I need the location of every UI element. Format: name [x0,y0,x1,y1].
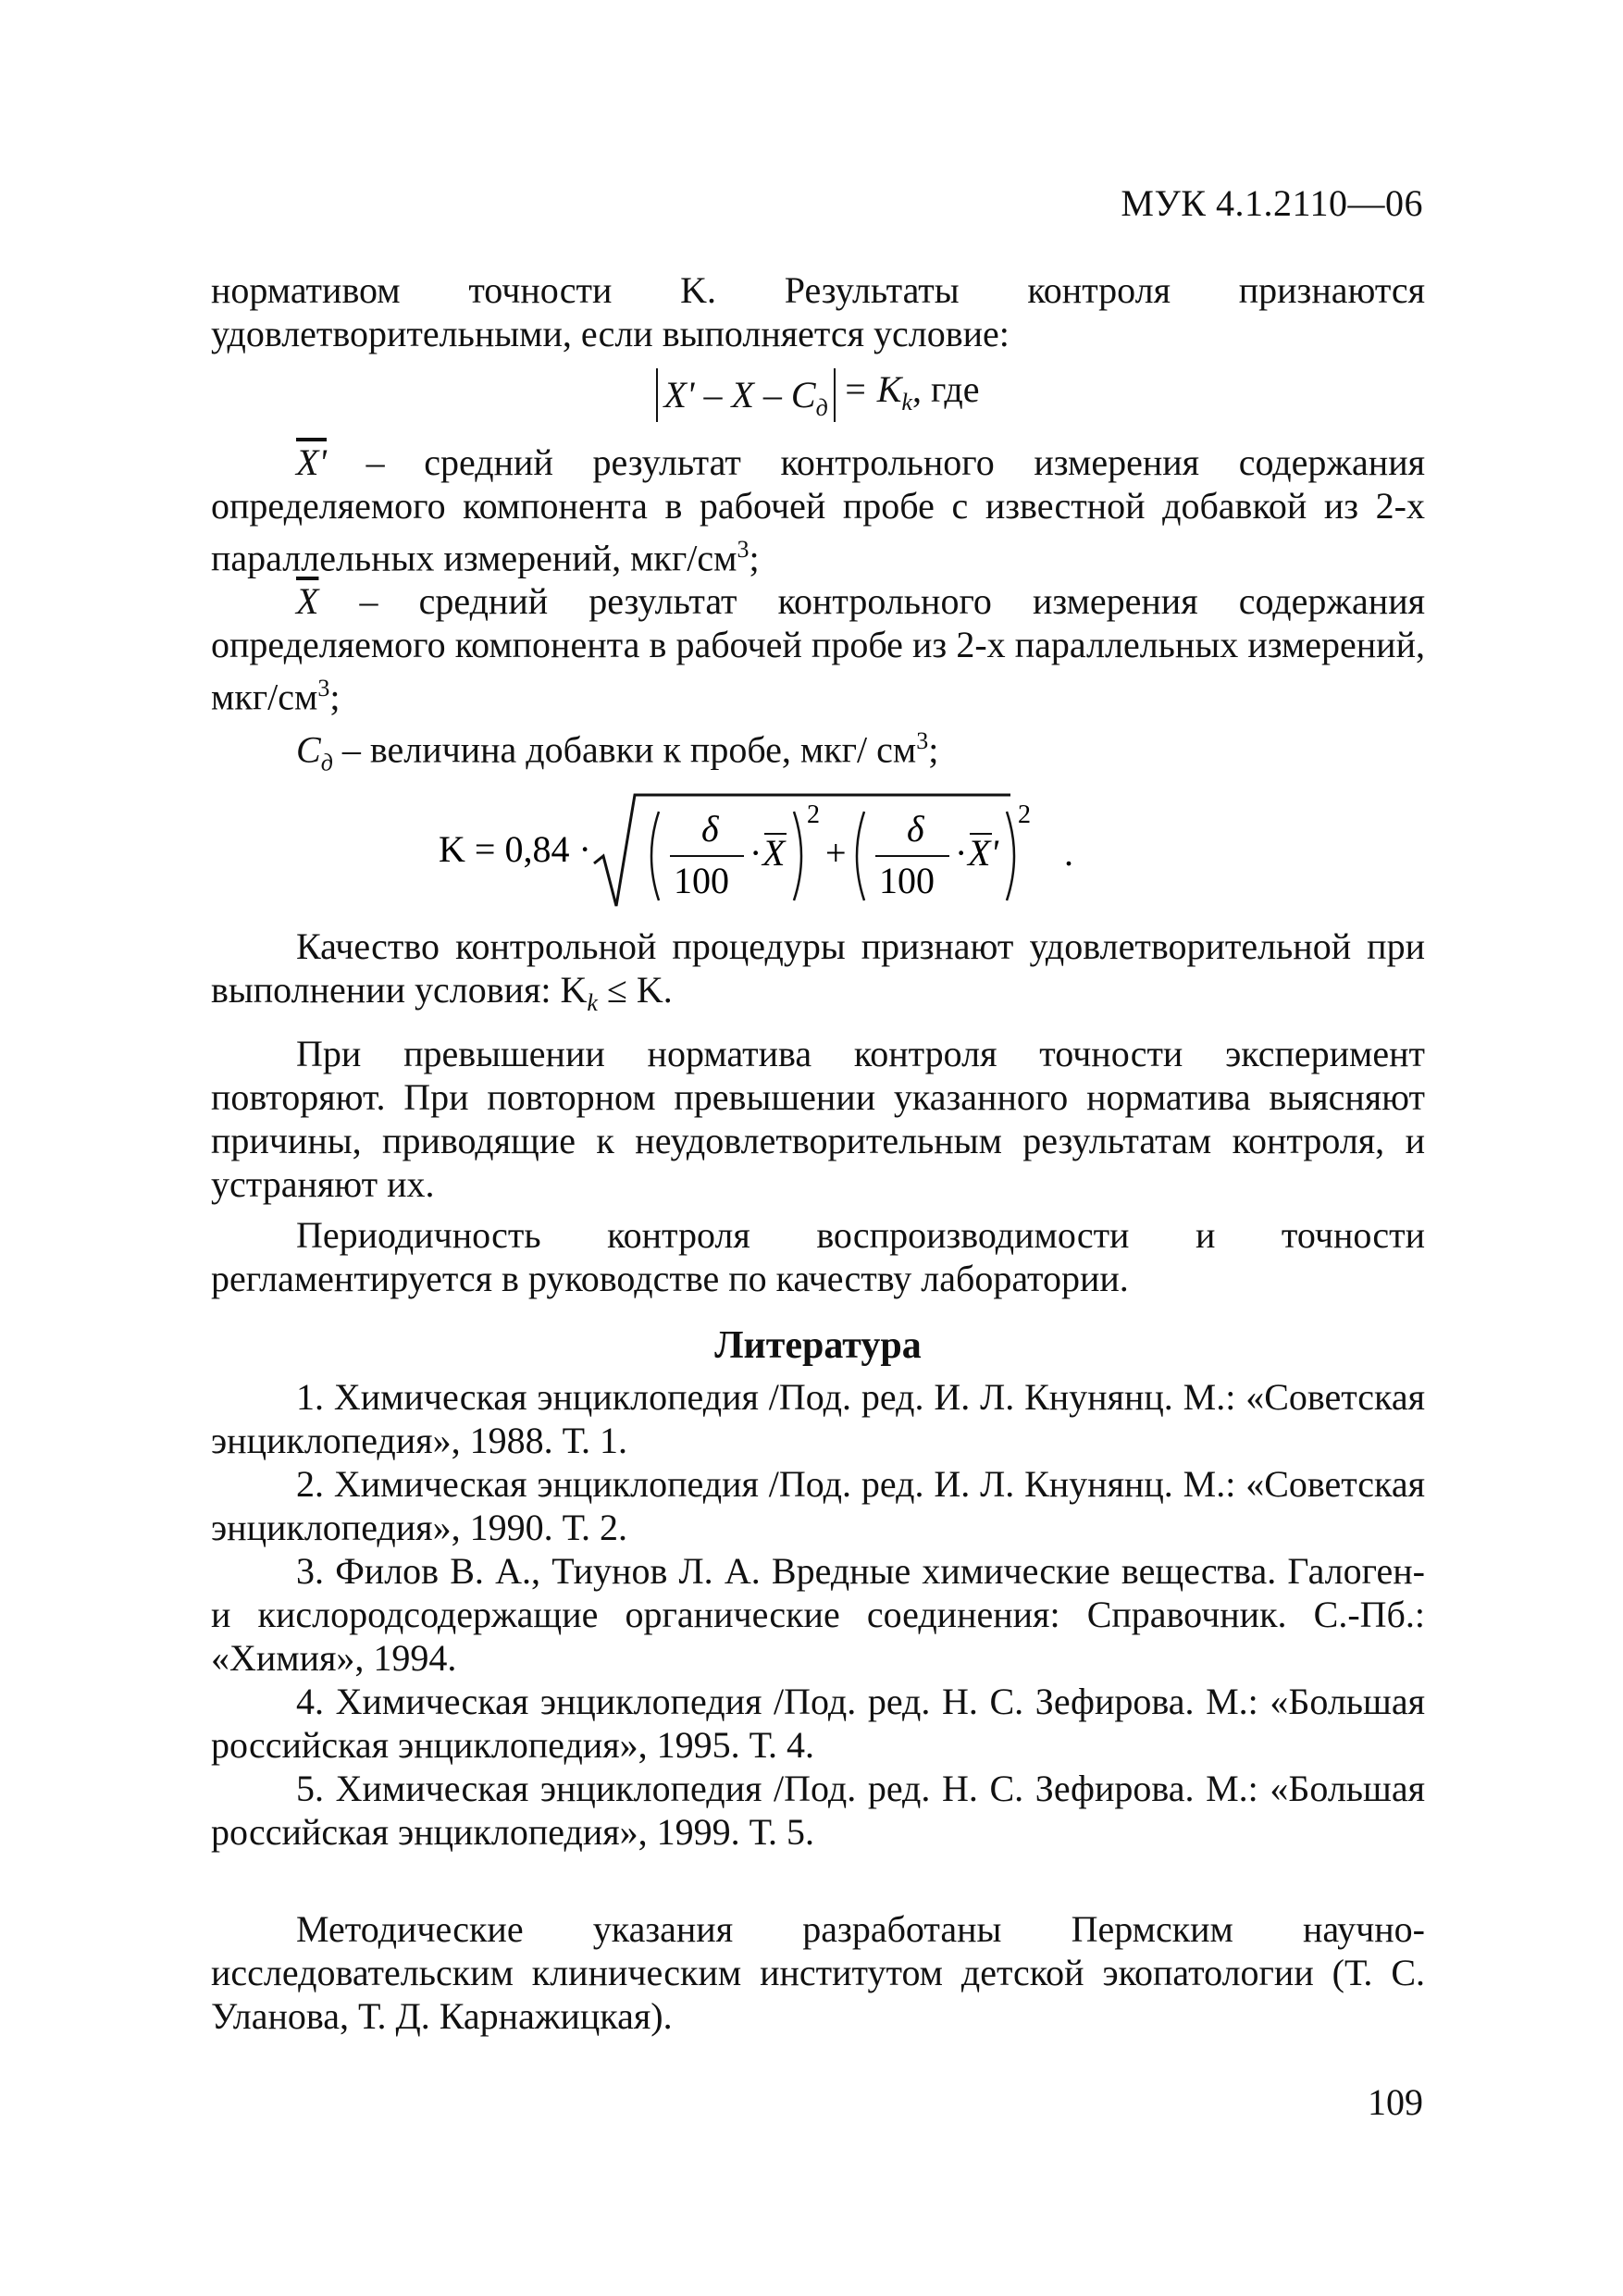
definition-x-text: – средний результат контрольного измерения содержания определяемого компонента в рабочей пробе из 2-х параллельных измерений, мкг/см [211,580,1425,718]
formula-eq: = K [842,367,902,410]
condition-sub-k: k [587,988,598,1016]
dot-2: · [955,831,968,874]
quality-paragraph-text: Качество контрольной процедуры признают удовлетворительной при выполнении условия: K [211,925,1425,1011]
definition-x [211,579,1425,718]
power-2: 2 [1018,800,1031,829]
definition-x-sup: 3 [317,675,330,702]
definition-x-prime-text: – средний результат контрольного измерения содержания определяемого компонента в рабочей пробе с известной добавкой из 2-х параллельных измерений, мкг/см [211,441,1425,579]
power-1: 2 [807,800,820,829]
definition-x-prime-end: ; [749,537,760,579]
formula-k-lhs: K = 0,84 · [439,827,591,870]
condition-rest: ≤ K. [597,968,673,1011]
literature-item: 4. Химическая энциклопедия /Под. ред. Н. С. Зефирова. М.: «Большая российская энциклопедия», 1995. Т. 4. [211,1680,1425,1766]
symbol-x-prime: X' [296,441,327,483]
definition-c-sup: 3 [916,726,929,754]
x-bar-1: X [762,831,786,874]
formula-abs-expression [656,368,835,422]
formula-k [211,786,1425,917]
definition-x-prime-sup: 3 [737,536,750,563]
formula-k-end: . [1064,831,1073,874]
formula-tail: , где [911,367,980,410]
literature-title: Литература [714,1323,922,1367]
literature-item: 2. Химическая энциклопедия /Под. ред. И. Л. Кнунянц. М.: «Советская энциклопедия», 1990. Т. 2. [211,1462,1425,1548]
x-bar-prime: X' [968,831,998,874]
hundred-1: 100 [674,859,729,901]
formula-sub-d: д [815,394,828,421]
hundred-2: 100 [879,859,935,901]
main-text [211,268,1425,2038]
delta-2: δ [907,807,924,850]
bracket-left-2 [857,812,864,900]
delta-1: δ [701,807,719,850]
formula-rhs [843,367,980,424]
formula-lhs: X' – X – C [663,374,816,416]
definition-c [211,719,1425,784]
bracket-right-2 [1007,812,1014,900]
definition-c-end: ; [928,727,939,770]
formula-condition [211,359,1425,431]
literature-item: 5. Химическая энциклопедия /Под. ред. Н. С. Зефирова. М.: «Большая российская энциклопедия», 1999. Т. 5. [211,1767,1425,1853]
symbol-c-sub: д [320,748,333,776]
definition-c-text: – величина добавки к пробе, мкг/ см [332,727,917,770]
literature-item: 1. Химическая энциклопедия /Под. ред. И. Л. Кнунянц. М.: «Советская энциклопедия», 1988. Т. 1. [211,1375,1425,1461]
formula-k-svg [439,786,1197,917]
bracket-right-1 [794,812,801,900]
dot-1: · [750,831,762,874]
bracket-left-1 [651,812,659,900]
definition-x-end: ; [329,676,341,718]
repeat-paragraph: При превышении норматива контроля точности эксперимент повторяют. При повторном превышении указанного норматива выясняют причины, приводящие к неудовлетворительным результатам контроля, и устраняют их. [211,1032,1425,1205]
literature-list [211,1375,1425,1854]
page-number: 109 [1368,2081,1423,2123]
literature-item: 3. Филов В. А., Тиунов Л. А. Вредные химические вещества. Галоген- и кислородсодержащие органические соединения: Справочник. С.-Пб.: «Химия», 1994. [211,1549,1425,1679]
document-code-header: МУК 4.1.2110—06 [1121,182,1423,224]
periodicity-paragraph: Периодичность контроля воспроизводимости и точности регламентируется в руководстве по качеству лаборатории. [211,1213,1425,1299]
formula-sub-k: k [901,388,912,416]
symbol-x: $\overline{X}$ [296,580,319,623]
symbol-c: C [296,727,321,770]
authors-note: Методические указания разработаны Пермским научно-исследовательским клиническим институтом детской экопатологии (Т. С. Уланова, Т. Д. Карнажицкая). [211,1907,1425,2037]
intro-paragraph: нормативом точности K. Результаты контроля признаются удовлетворительными, если выполняется условие: [211,269,1425,354]
quality-paragraph [211,925,1425,1024]
definition-x-prime [211,441,1425,579]
plus-sign: + [825,831,847,874]
